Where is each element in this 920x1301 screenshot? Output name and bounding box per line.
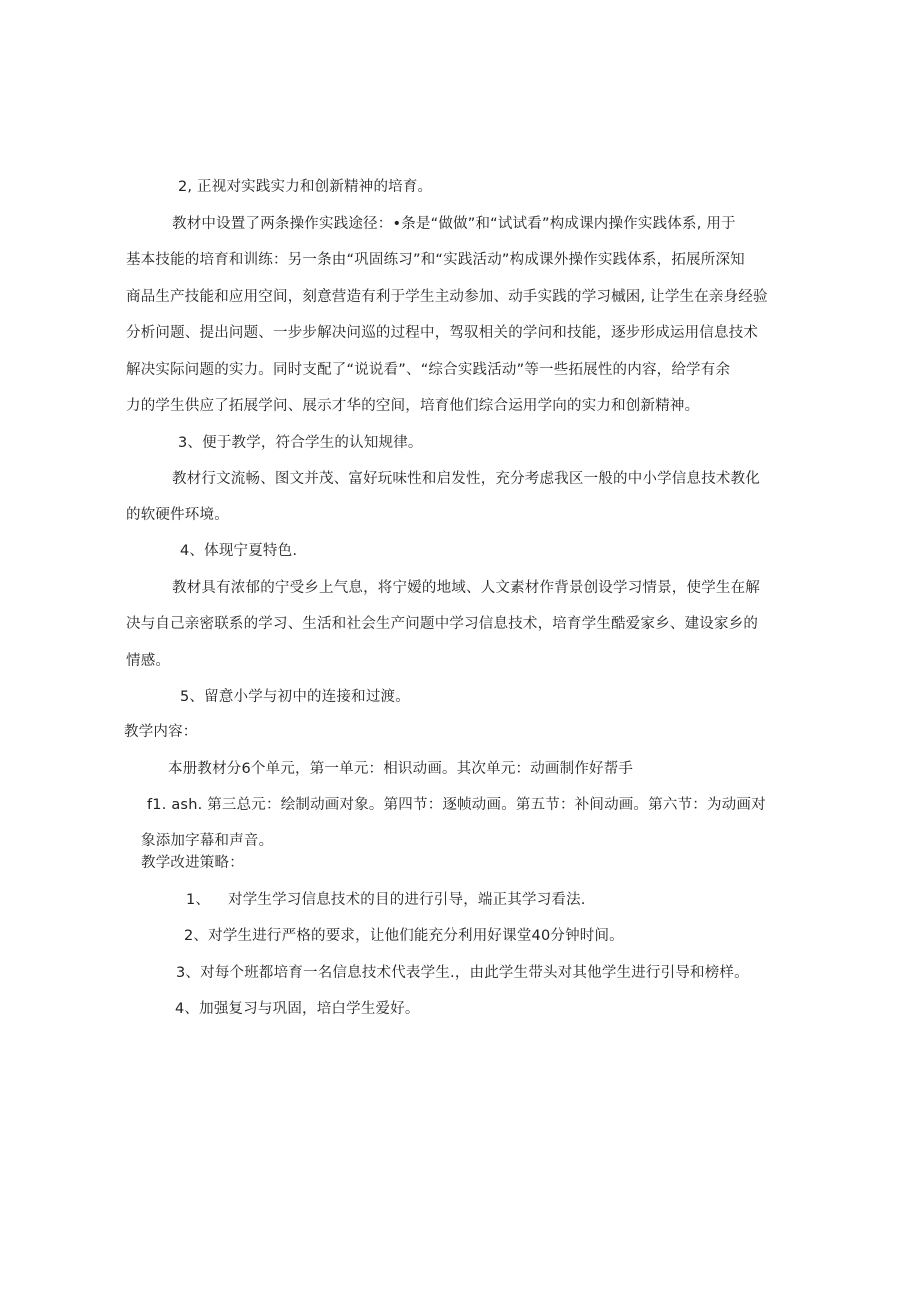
paragraph-line: 情感。 <box>126 653 171 669</box>
paragraph-line: 象添加字幕和声音。 <box>141 833 274 849</box>
section-3-heading: 3、便于教学，符合学生的认知规律。 <box>178 435 423 451</box>
strategy-heading: 教学改进策略： <box>141 855 244 871</box>
strategy-item: 对学生学习信息技术的目的进行引导，端正其学习看法. <box>228 892 586 908</box>
paragraph-line: 基本技能的培育和训练：另一条由“巩固练习”和“实践活动”构成课外操作实践体系，拓展所深知 <box>126 252 745 268</box>
strategy-item-number: 1、 <box>186 892 211 908</box>
section-2-heading: 2, 正视对实践实力和创新精神的培育。 <box>178 179 433 195</box>
paragraph-line: f1. ash. 第三总元：绘制动画对象。第四节：逐帧动画。第五节：补间动画。第六节：为动画对 <box>147 797 766 813</box>
section-5-heading: 5、留意小学与初中的连接和过渡。 <box>180 689 410 705</box>
strategy-item: 3、对每个班都培育一名信息技术代表学生.，由此学生带头对其他学生进行引导和榜样。 <box>176 965 749 981</box>
strategy-item: 2、对学生进行严格的要求，让他们能充分利用好课堂40分钟时间。 <box>184 928 624 944</box>
content-heading: 教学内容： <box>124 724 198 740</box>
paragraph-line: 决与自己亲密联系的学习、生活和社会生产问题中学习信息技术，培育学生酷爱家乡、建设家乡的 <box>126 616 759 632</box>
paragraph-line: 教材具有浓郁的宁受乡上气息，将宁嫒的地域、人文素材作背景创设学习情景，使学生在解 <box>172 580 760 596</box>
paragraph-line: 力的学生供应了拓展学问、展示才华的空间，培育他们综合运用学向的实力和创新精神。 <box>126 398 700 414</box>
strategy-item: 4、加强复习与巩固，培白学生爱好。 <box>175 1001 420 1017</box>
paragraph-line: 解决实际问题的实力。同时支配了“说说看”、“综合实践活动”等一些拓展性的内容，给学有余 <box>126 362 731 378</box>
paragraph-line: 教材行文流畅、图文并茂、富好玩味性和启发性，充分考虑我区一般的中小学信息技术教化 <box>172 471 760 487</box>
section-4-heading: 4、体现宁夏特色. <box>180 543 298 559</box>
paragraph-line: 教材中设置了两条操作实践途径：•条是“做做”和“试试看”构成课内操作实践体系, 用于 <box>172 216 736 232</box>
paragraph-line: 商品生产技能和应用空间，刻意营造有利于学生主动参加、动手实践的学习槭困, 让学生在亲身经验 <box>126 289 768 305</box>
paragraph-line: 分析问题、提出问题、一步步解决问巡的过程中，驾驭相关的学问和技能，逐步形成运用信息技术 <box>126 325 759 341</box>
paragraph-line: 的软硬件环境。 <box>126 507 229 523</box>
paragraph-line: 本册教材分6个单元，第一单元：相识动画。其次单元：动画制作好帮手 <box>168 761 634 777</box>
